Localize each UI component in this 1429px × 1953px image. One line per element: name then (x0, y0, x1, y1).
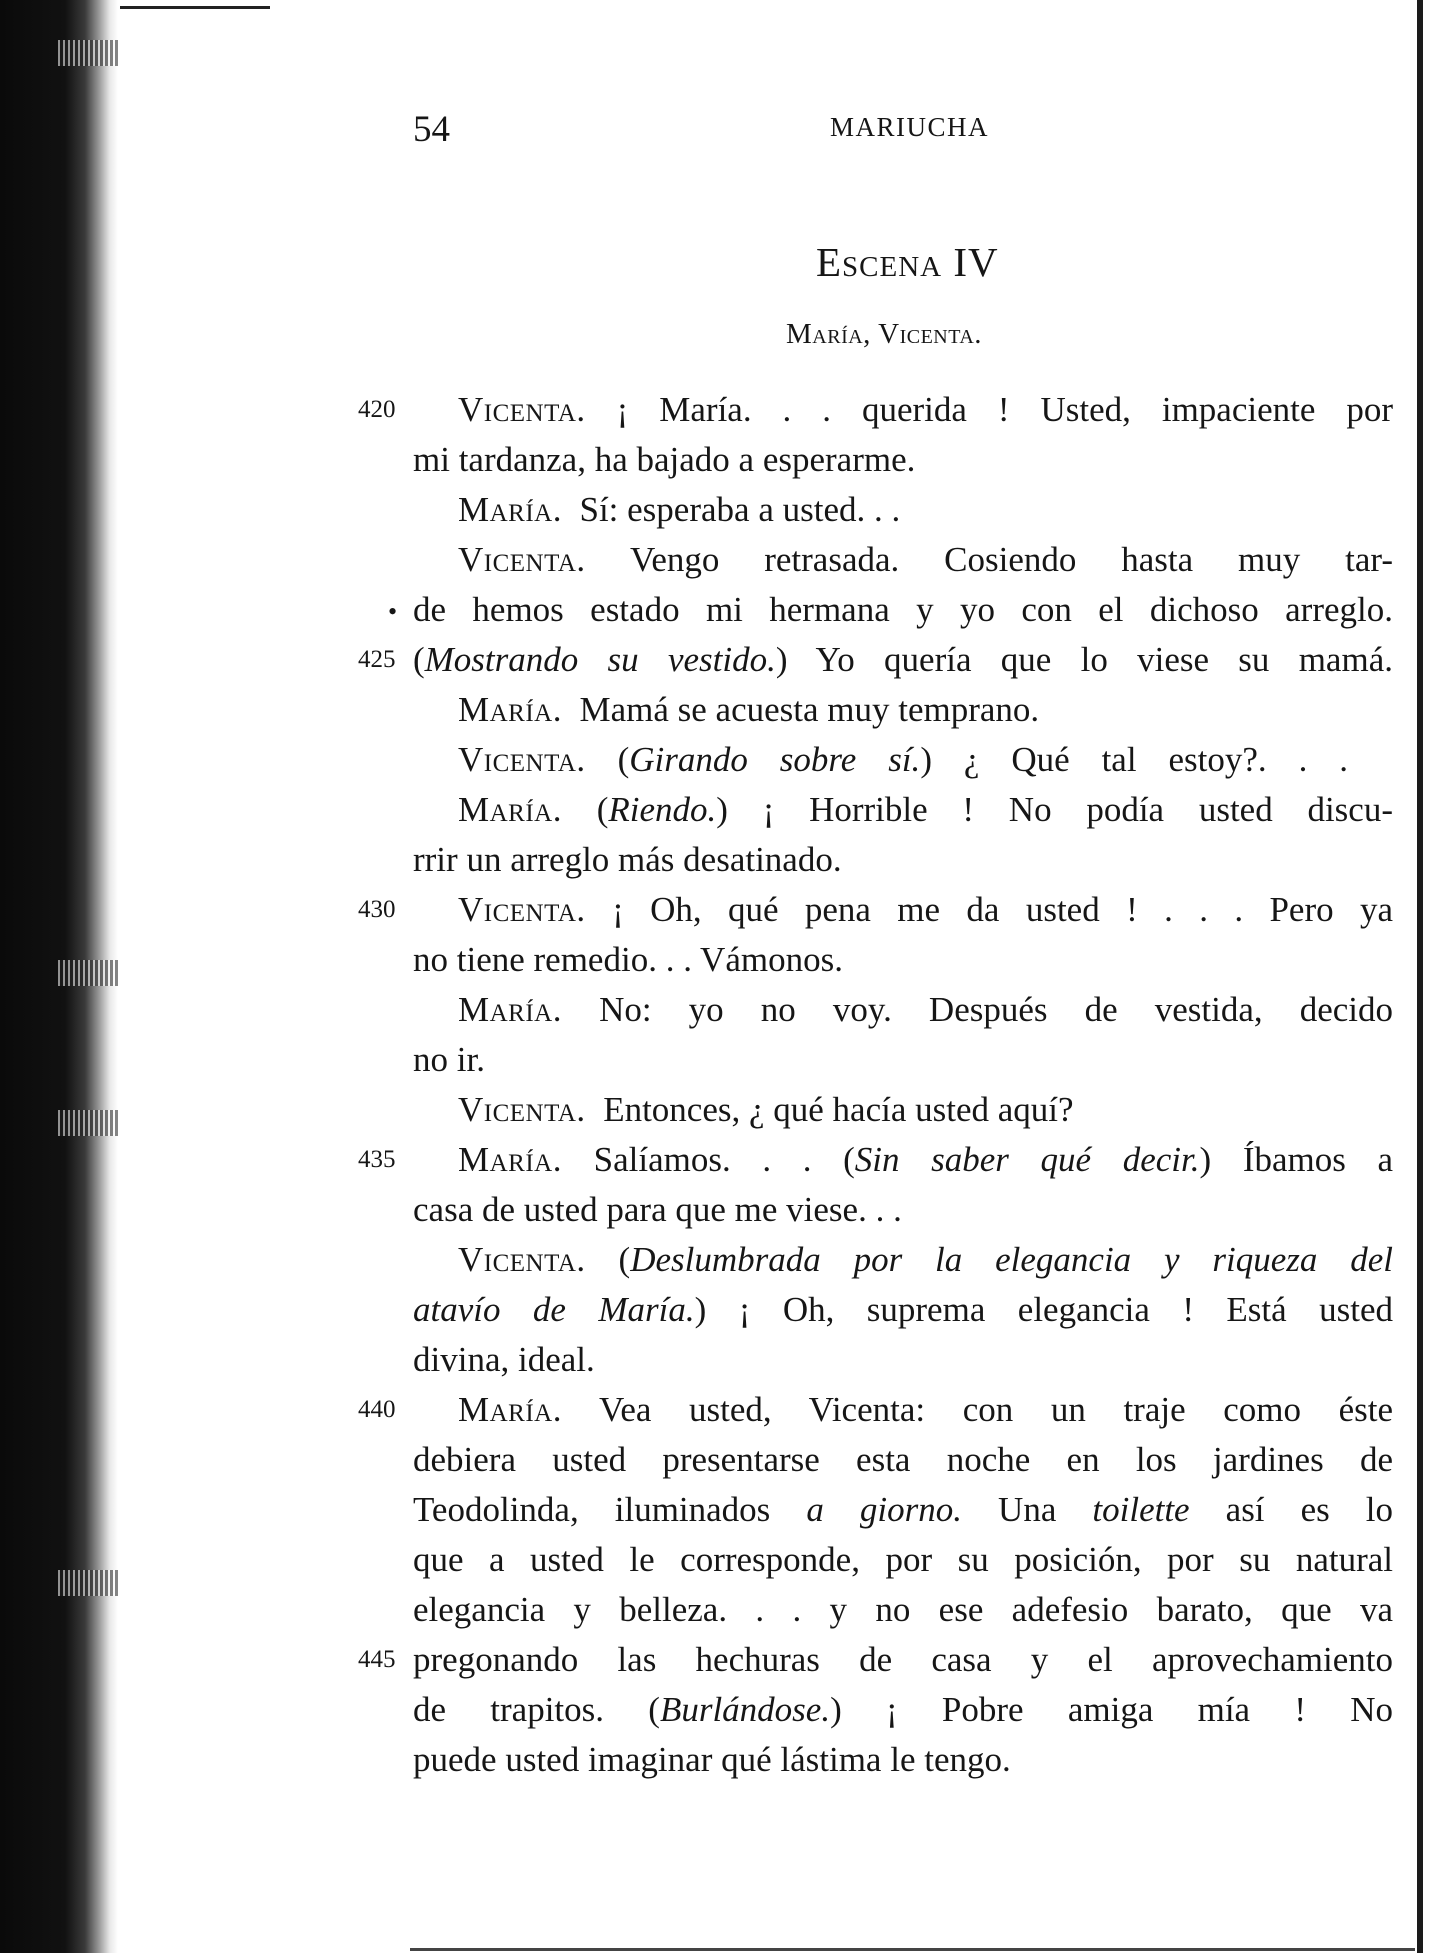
line-number: 435 (358, 1146, 396, 1173)
dialogue: ¡ Pobre amiga mía ! No (886, 1690, 1394, 1729)
line-number: 420 (358, 396, 396, 423)
dialogue: Vea usted, Vicenta: con un traje como éste (598, 1390, 1394, 1429)
text-line: casa de usted para que me viese. . . (413, 1190, 902, 1229)
page-bottom-edge (410, 1948, 1415, 1951)
text-line: pregonando las hechuras de casa y el aprovechamiento (413, 1640, 1393, 1679)
scan-artifact (58, 40, 120, 66)
dialogue: Yo quería que lo viese su mamá. (815, 640, 1393, 679)
scan-artifact (58, 1110, 120, 1136)
stage-direction: Riendo. (608, 790, 717, 829)
text-line (458, 985, 1393, 1035)
scan-artifact (58, 960, 120, 986)
stray-mark: • (388, 597, 398, 626)
speaker-name: Vicenta. (458, 740, 586, 779)
page-edge (1417, 0, 1423, 1953)
speaker-name: Vicenta. (458, 1090, 586, 1129)
text-line (413, 1685, 1393, 1735)
text-line: no ir. (413, 1040, 485, 1079)
line-number: 440 (358, 1396, 396, 1423)
dialogue: Entonces, ¿ qué hacía usted aquí? (603, 1090, 1074, 1129)
text-line (458, 1085, 1393, 1135)
text-line: debiera usted presentarse esta noche en los jardines de (413, 1440, 1393, 1479)
text-line: no tiene remedio. . . Vámonos. (413, 940, 843, 979)
paren: ) (830, 1690, 842, 1729)
paren: ( (596, 790, 609, 829)
stage-direction: atavío de María. (413, 1290, 695, 1329)
stage-direction: Burlándose. (659, 1690, 831, 1729)
text-line: divina, ideal. (413, 1340, 595, 1379)
dialogue: Íbamos a (1242, 1140, 1394, 1179)
text-line (458, 1135, 1393, 1185)
text-line (458, 685, 1393, 735)
speaker-name: María. (458, 490, 562, 529)
stage-direction: Deslumbrada por la elegancia y riqueza del (630, 1240, 1393, 1279)
paren: ) (775, 640, 788, 679)
text-line (458, 735, 1348, 785)
dialogue: ¡ Oh, qué pena me da usted ! . . . Pero ya (612, 890, 1394, 929)
text-line: que a usted le corresponde, por su posición, por su natural (413, 1540, 1393, 1579)
speaker-name: Vicenta. (458, 540, 586, 579)
paren: ) (716, 790, 728, 829)
text-line (413, 1485, 1393, 1535)
text-line (413, 635, 1393, 685)
line-number: 425 (358, 646, 396, 673)
running-head: MARIUCHA (830, 112, 990, 142)
foreign-phrase: a giorno. (806, 1490, 962, 1529)
speaker-name: María. (458, 790, 562, 829)
text-line: rrir un arreglo más desatinado. (413, 840, 842, 879)
text-line: puede usted imaginar qué lástima le tengo. (413, 1740, 1011, 1779)
text-line: elegancia y belleza. . . y no ese adefesio barato, que va (413, 1590, 1393, 1629)
dialogue: así es lo (1225, 1490, 1394, 1529)
dialogue: Una (998, 1490, 1057, 1529)
line-number: 445 (358, 1646, 396, 1673)
text-line (458, 535, 1393, 585)
text-line (413, 1285, 1393, 1335)
page-number: 54 (413, 109, 450, 150)
paren: ) (1199, 1140, 1212, 1179)
paren: ( (618, 1240, 631, 1279)
dialogue: Teodolinda, iluminados (413, 1490, 771, 1529)
dialogue: Salíamos. . . (593, 1140, 812, 1179)
text-line (458, 785, 1393, 835)
dialogue: No: yo no voy. Después de vestida, decido (599, 990, 1394, 1029)
speaker-name: Vicenta. (458, 1240, 586, 1279)
scene-title: Escena IV (816, 239, 999, 285)
text-line (458, 885, 1393, 935)
dialogue: ¿ Qué tal estoy?. . . (963, 740, 1348, 779)
dialogue: ¡ María. . . querida ! Usted, impaciente por (616, 390, 1393, 429)
text-line (458, 1385, 1393, 1435)
stage-direction: Mostrando su vestido. (424, 640, 776, 679)
speaker-name: María. (458, 1140, 562, 1179)
line-number: 430 (358, 896, 396, 923)
text-line (458, 485, 1393, 535)
paren: ) (920, 740, 932, 779)
speaker-name: María. (458, 990, 562, 1029)
speaker-name: Vicenta. (458, 390, 586, 429)
scan-edge-line (120, 6, 270, 9)
speaker-name: María. (458, 690, 562, 729)
paren: ( (843, 1140, 855, 1179)
text-line: mi tardanza, ha bajado a esperarme. (413, 440, 916, 479)
dialogue: Vengo retrasada. Cosiendo hasta muy tar- (629, 540, 1393, 579)
dialogue: de trapitos. (413, 1690, 605, 1729)
stage-direction: Girando sobre sí. (629, 740, 921, 779)
text-line (458, 385, 1393, 435)
dialogue: Sí: esperaba a usted. . . (579, 490, 901, 529)
scan-artifact (58, 1570, 120, 1596)
paren: ( (617, 740, 630, 779)
speaker-name: María. (458, 1390, 562, 1429)
paren: ( (648, 1690, 660, 1729)
paren: ) (694, 1290, 707, 1329)
speaker-name: Vicenta. (458, 890, 586, 929)
dialogue: ¡ Oh, suprema elegancia ! Está usted (738, 1290, 1393, 1329)
text-line: de hemos estado mi hermana y yo con el dichoso arreglo. (413, 590, 1393, 629)
dialogue: Mamá se acuesta muy temprano. (579, 690, 1040, 729)
dialogue: ¡ Horrible ! No podía usted discu- (762, 790, 1393, 829)
stage-direction: Sin saber qué decir. (854, 1140, 1200, 1179)
paren: ( (413, 640, 425, 679)
foreign-phrase: toilette (1092, 1490, 1190, 1529)
text-line (458, 1235, 1393, 1285)
scene-characters: María, Vicenta. (786, 318, 983, 350)
